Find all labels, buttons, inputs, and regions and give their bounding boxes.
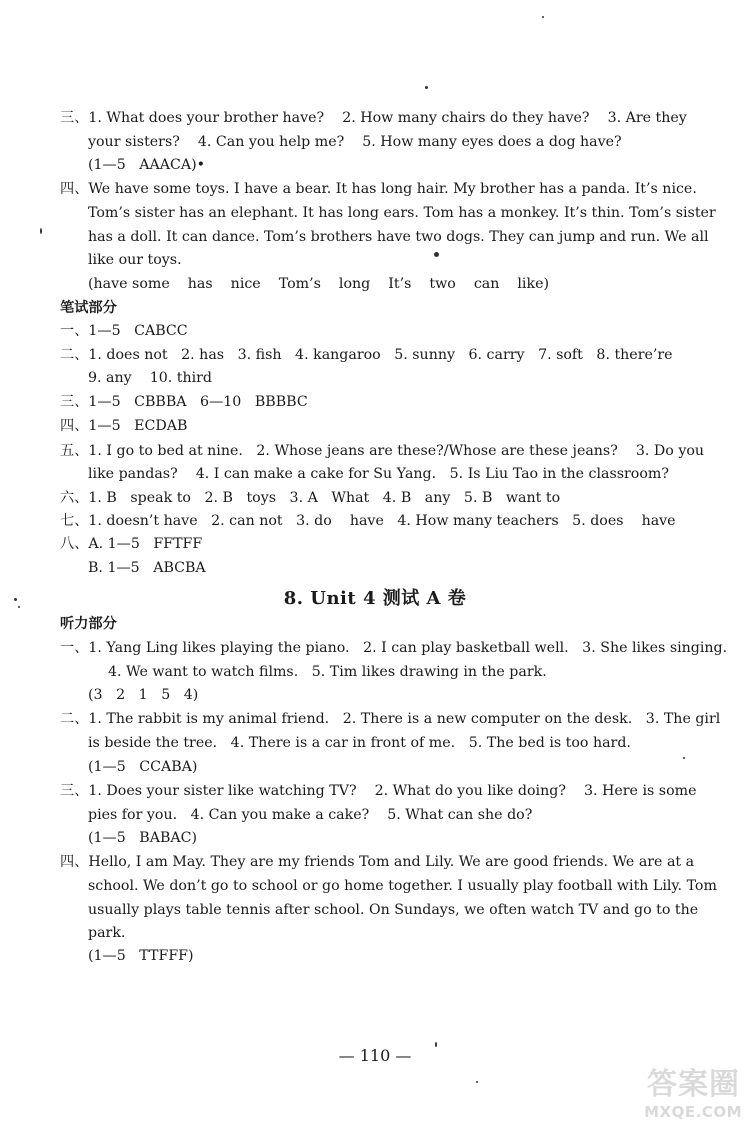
text-line: (1—5 AAACA)• — [88, 157, 206, 173]
text-line: 一、1—5 CABCC — [60, 323, 188, 339]
text-line: 三、1. What does your brother have? 2. How many chairs do they have? 3. Are they — [60, 110, 687, 126]
text-line: Tom’s sister has an elephant. It has long ears. Tom has a monkey. It’s thin. Tom’s sister — [88, 205, 716, 221]
scan-speck — [434, 252, 439, 257]
scan-speck — [542, 16, 544, 18]
text-line: usually plays table tennis after school. On Sundays, we often watch TV and go to the — [88, 902, 699, 918]
section-heading: 听力部分 — [60, 616, 117, 632]
scan-speck — [425, 86, 428, 89]
text-line: 六、1. B speak to 2. B toys 3. A What 4. B any 5. B want to — [60, 490, 561, 506]
text-line: 四、We have some toys. I have a bear. It has long hair. My brother has a panda. It’s nice. — [60, 181, 697, 197]
text-line: pies for you. 4. Can you make a cake? 5. What can she do? — [88, 807, 533, 823]
section-title: 8. Unit 4 测试 A 卷 — [283, 588, 467, 609]
text-line: your sisters? 4. Can you help me? 5. How many eyes does a dog have? — [88, 134, 622, 150]
scan-speck — [435, 1042, 437, 1047]
watermark-url: MXQE.COM — [644, 1103, 742, 1121]
scan-speck — [40, 228, 42, 234]
text-line: 七、1. doesn’t have 2. can not 3. do have 4. How many teachers 5. does have — [60, 513, 676, 529]
scan-speck — [476, 1081, 478, 1083]
page-number: — 110 — — [338, 1046, 412, 1065]
text-line: like our toys. — [88, 252, 182, 268]
text-line: (1—5 CCABA) — [88, 759, 198, 775]
text-line: 三、1. Does your sister like watching TV? 2. What do you like doing? 3. Here is some — [60, 783, 697, 799]
text-line: 二、1. does not 2. has 3. fish 4. kangaroo 5. sunny 6. carry 7. soft 8. there’re — [60, 347, 673, 363]
watermark-text: 答案圈 — [647, 1067, 740, 1102]
text-line: 八、A. 1—5 FFTFF — [60, 536, 203, 552]
text-line: 二、1. The rabbit is my animal friend. 2. There is a new computer on the desk. 3. The girl — [60, 711, 721, 727]
scan-speck — [683, 757, 685, 759]
scan-speck — [18, 606, 20, 608]
watermark-logo — [612, 1059, 744, 1121]
text-line: (have some has nice Tom’s long It’s two can like) — [88, 276, 550, 292]
text-line: 四、1—5 ECDAB — [60, 418, 188, 434]
text-line: has a doll. It can dance. Tom’s brothers have two dogs. They can jump and run. We all — [88, 229, 709, 245]
text-line: B. 1—5 ABCBA — [88, 560, 206, 576]
text-line: 三、1—5 CBBBA 6—10 BBBBC — [60, 394, 308, 410]
text-line: 一、1. Yang Ling likes playing the piano. 2. I can play basketball well. 3. She likes singing. — [60, 640, 728, 656]
text-line: (3 2 1 5 4) — [88, 687, 199, 703]
text-line: park. — [88, 925, 126, 941]
text-line: 9. any 10. third — [88, 370, 213, 386]
text-line: 4. We want to watch films. 5. Tim likes drawing in the park. — [108, 664, 547, 680]
text-line: (1—5 BABAC) — [88, 830, 198, 846]
section-heading: 笔试部分 — [60, 300, 117, 316]
text-line: (1—5 TTFFF) — [88, 948, 194, 964]
text-line: is beside the tree. 4. There is a car in front of me. 5. The bed is too hard. — [88, 735, 631, 751]
text-line: school. We don’t go to school or go home together. I usually play football with Lily. Tom — [88, 878, 717, 894]
text-line: 四、Hello, I am May. They are my friends Tom and Lily. We are good friends. We are at a — [60, 854, 695, 870]
text-line: 五、1. I go to bed at nine. 2. Whose jeans are these?/Whose are these jeans? 3. Do you — [60, 443, 705, 459]
scan-speck — [14, 598, 17, 601]
text-line: like pandas? 4. I can make a cake for Su Yang. 5. Is Liu Tao in the classroom? — [88, 466, 669, 482]
